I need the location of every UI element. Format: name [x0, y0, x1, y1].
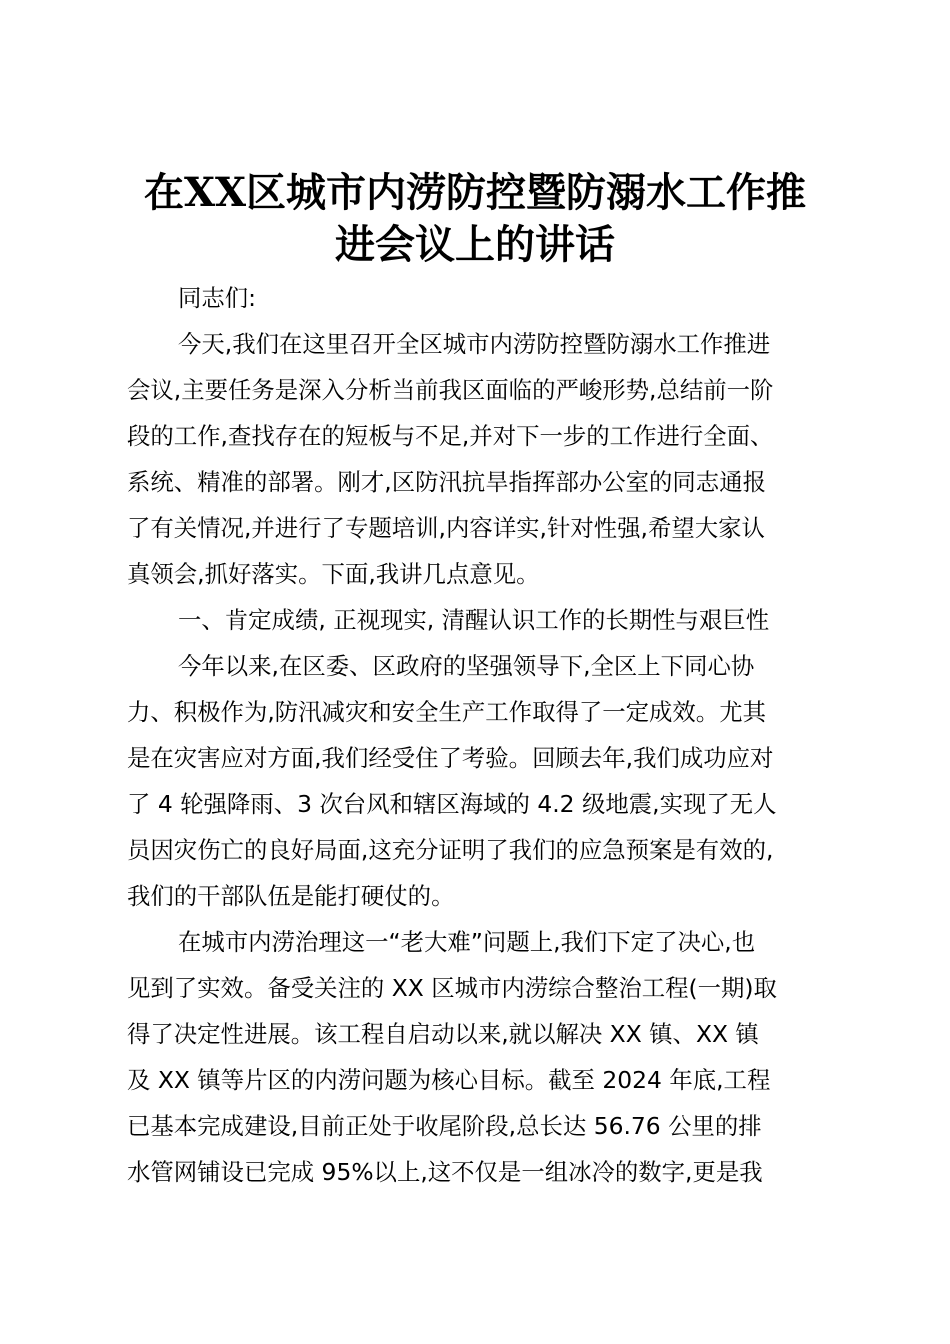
- document-title-line-2: 进会议上的讲话: [335, 221, 615, 268]
- paragraph-line: 员因灾伤亡的良好局面,这充分证明了我们的应急预案是有效的,: [127, 836, 774, 864]
- paragraph-line: 在城市内涝治理这一“老大难”问题上,我们下定了决心,也: [178, 928, 756, 956]
- paragraph-line: 了有关情况,并进行了专题培训,内容详实,针对性强,希望大家认: [127, 514, 765, 542]
- paragraph-line: 了 4 轮强降雨、3 次台风和辖区海域的 4.2 级地震,实现了无人: [127, 790, 777, 818]
- paragraph-line: 今年以来,在区委、区政府的坚强领导下,全区上下同心协: [178, 652, 755, 680]
- paragraph-line: 段的工作,查找存在的短板与不足,并对下一步的工作进行全面、: [127, 422, 774, 450]
- paragraph-line: 是在灾害应对方面,我们经受住了考验。回顾去年,我们成功应对: [127, 744, 774, 772]
- paragraph-line: 已基本完成建设,目前正处于收尾阶段,总长达 56.76 公里的排: [127, 1112, 762, 1140]
- paragraph-line: 力、积极作为,防汛减灾和安全生产工作取得了一定成效。尤其: [127, 698, 766, 726]
- paragraph-line: 我们的干部队伍是能打硬仗的。: [127, 882, 455, 910]
- salutation: 同志们:: [178, 284, 257, 312]
- paragraph-line: 及 XX 镇等片区的内涝问题为核心目标。截至 2024 年底,工程: [127, 1066, 771, 1094]
- paragraph-line: 得了决定性进展。该工程自启动以来,就以解决 XX 镇、XX 镇: [127, 1020, 759, 1048]
- paragraph-line: 会议,主要任务是深入分析当前我区面临的严峻形势,总结前一阶: [127, 376, 774, 404]
- paragraph-line: 今天,我们在这里召开全区城市内涝防控暨防溺水工作推进: [178, 330, 771, 358]
- paragraph-line: 系统、精准的部署。刚才,区防汛抗旱指挥部办公室的同志通报: [127, 468, 766, 496]
- paragraph-line: 水管网铺设已完成 95%以上,这不仅是一组冰冷的数字,更是我: [127, 1158, 763, 1186]
- paragraph-line: 见到了实效。备受关注的 XX 区城市内涝综合整治工程(一期)取: [127, 974, 777, 1002]
- document-title-line-1: 在XX区城市内涝防控暨防溺水工作推: [143, 169, 807, 216]
- section-heading: 一、肯定成绩, 正视现实, 清醒认识工作的长期性与艰巨性: [178, 606, 770, 634]
- paragraph-line: 真领会,抓好落实。下面,我讲几点意见。: [127, 560, 540, 588]
